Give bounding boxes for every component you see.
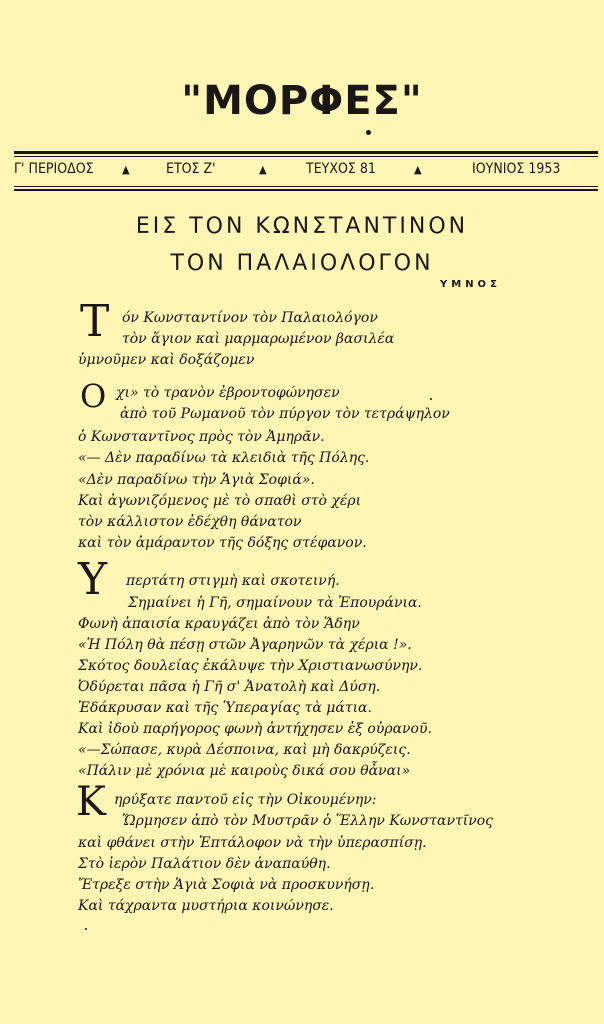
year-label: ΕΤΟΣ Ζ' [166,161,216,177]
poem-line: «Πάλιν μὲ χρόνια μὲ καιροὺς δικά σου θἆναι» [78,763,411,779]
poem-line: καὶ φθάνει στὴν Ἑπτάλοφον νὰ τὴν ὑπερασπίσῃ. [78,835,427,851]
poem-line: καὶ τὸν ἀμάραντον τῆς δόξης στέφανον. [78,535,367,551]
poem-subtitle: ΥΜΝΟΣ [440,279,501,290]
magazine-masthead: "ΜΟΡΦΕΣ" [181,78,423,124]
poem-line: περτάτη στιγμὴ καὶ σκοτεινή. [126,573,340,589]
issue-info-bar [14,161,598,181]
stanza-4-dropcap: Κ [76,779,106,825]
poem-title-line-1: ΕΙΣ ΤΟΝ ΚΩΝΣΤΑΝΤΙΝΟΝ [135,214,469,239]
separator-triangle-icon: ▲ [259,163,267,176]
stanza-1-dropcap: Τ [80,296,110,347]
poem-line: Ἐδάκρυσαν καὶ τῆς Ὑπεραγίας τὰ μάτια. [78,700,372,716]
top-rule-thick [14,151,598,154]
poem-line: «— Δὲν παραδίνω τὰ κλειδιὰ τῆς Πόλης. [78,450,370,466]
poem-line: Ὥρμησεν ἀπὸ τὸν Μυστρᾶν ὁ Ἕλλην Κωνσταντῖνος [122,813,493,829]
poem-line: ἀπὸ τοῦ Ρωμανοῦ τὸν πύργον τὸν τετράψηλον [120,406,450,422]
poem-line: «Δὲν παραδίνω τὴν Ἁγιὰ Σοφιά». [78,472,315,488]
bottom-rule-thick [14,189,598,191]
poem-line: τὸν κάλλιστον ἐδέχθη θάνατον [78,514,302,530]
poem-line: Σκότος δουλείας ἐκάλυψε τὴν Χριστιανωσύνην. [78,658,423,674]
poem-line: όν Κωνσταντίνον τὸν Παλαιολόγον [122,310,378,326]
separator-triangle-icon: ▲ [122,163,130,176]
poem-line: Φωνὴ ἀπαισία κραυγάζει ἀπὸ τὸν Ἅδην [78,616,360,632]
poem-title-line-2: ΤΟΝ ΠΑΛΑΙΟΛΟΓΟΝ [170,251,434,276]
issue-label: ΤΕΥΧΟΣ 81 [306,161,376,177]
ink-speck [430,398,432,400]
poem-line: ὑμνοῦμεν καὶ δοξάζομεν [78,352,255,368]
poem-line: Στὸ ἱερὸν Παλάτιον δὲν ἀναπαύθη. [78,856,331,872]
ink-speck [85,928,87,930]
poem-line: ὁ Κωνσταντῖνος πρὸς τὸν Ἀμηρᾶν. [78,429,325,445]
masthead-dot [366,130,371,135]
poem-line: Καὶ ἀγωνιζόμενος μὲ τὸ σπαθὶ στὸ χέρι [78,493,362,509]
stanza-3-dropcap: Υ [78,554,108,605]
poem-line: χι» τὸ τρανὸν ἐβροντοφώνησεν [116,385,340,401]
separator-triangle-icon: ▲ [414,163,422,176]
poem-line: Σημαίνει ἡ Γῆ, σημαίνουν τὰ Ἐπουράνια. [128,595,422,611]
poem-line: Καὶ τάχραντα μυστήρια κοινώνησε. [78,898,334,914]
top-rule-thin [14,156,598,157]
poem-line: Καὶ ἰδοὺ παρήγορος φωνὴ ἀντήχησεν ἐξ οὐρανοῦ. [78,721,432,737]
poem-line: «—Σώπασε, κυρὰ Δέσποινα, καὶ μὴ δακρύζεις. [78,742,411,758]
period-label: Γ' ΠΕΡΙΟΔΟΣ [14,161,94,177]
poem-line: τὸν ἅγιον καὶ μαρμαρωμένον βασιλέα [122,331,395,347]
poem-line: ηρύξατε παντοῦ εἰς τὴν Οἰκουμένην: [114,792,377,808]
poem-line: «Ἡ Πόλη θὰ πέσῃ στῶν Ἀγαρηνῶν τὰ χέρια !». [78,637,412,653]
poem-line: Ἔτρεξε στὴν Ἁγιὰ Σοφιὰ νὰ προσκυνήσῃ. [78,877,375,893]
stanza-2-dropcap: Ο [80,377,107,415]
date-label: ΙΟΥΝΙΟΣ 1953 [472,161,561,177]
bottom-rule-thin [14,186,598,187]
poem-line: Ὀδύρεται πᾶσα ἡ Γῆ σ' Ἀνατολὴ καὶ Δύση. [78,679,381,695]
